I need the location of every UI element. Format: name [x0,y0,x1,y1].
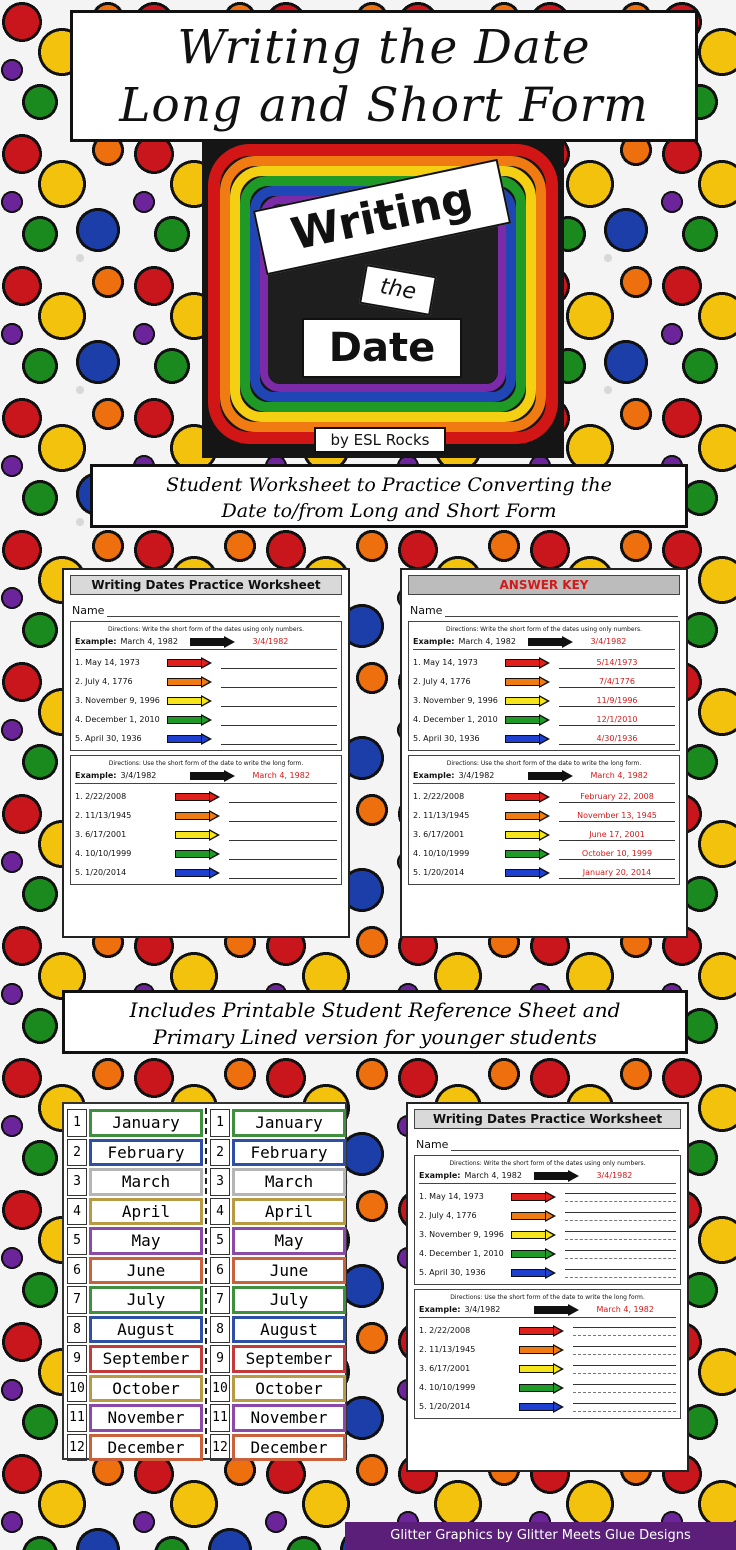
month-number: 9 [210,1345,230,1373]
question-row [75,787,337,806]
month-row [67,1403,203,1433]
month-name: November [89,1404,203,1432]
question-row [413,672,675,691]
example-2 [419,1302,676,1318]
arrow-icon [534,1304,580,1316]
month-row [67,1108,203,1138]
question-row [419,1244,676,1263]
answer-line [229,867,337,879]
month-row [210,1403,346,1433]
month-number: 3 [67,1168,87,1196]
example-answer: March 4, 1982 [252,771,310,780]
question-row [419,1378,676,1397]
month-row [210,1344,346,1374]
example-label: Example: [75,771,117,780]
section-short-to-long [408,755,680,885]
example-2 [413,768,675,784]
section-long-to-short [408,621,680,751]
question-row [75,672,337,691]
question: 3. 6/17/2001 [419,1364,471,1373]
example-1 [75,634,337,650]
month-row [67,1315,203,1345]
month-number: 9 [67,1345,87,1373]
product-logo [202,140,564,458]
answer: 11/9/1996 [559,695,675,707]
logo-byline: by ESL Rocks [314,427,446,453]
month-number: 12 [210,1434,230,1462]
month-name: May [232,1227,346,1255]
question-row [419,1321,676,1340]
question: 2. 11/13/1945 [413,811,470,820]
answer: June 17, 2001 [559,829,675,841]
red-arrow-icon [511,1191,557,1203]
answer-line [221,695,337,707]
directions-2: Directions: Use the short form of the date to write the long form. [450,1294,645,1301]
month-number: 10 [67,1375,87,1403]
month-row [210,1315,346,1345]
arrow-icon [190,636,236,648]
answer: February 22, 2008 [559,791,675,803]
question-row [75,844,337,863]
example-question: March 4, 1982 [120,637,178,646]
month-row [67,1226,203,1256]
primary-answer-line [565,1269,676,1278]
worksheet-title: Writing Dates Practice Worksheet [414,1109,681,1129]
month-number: 5 [67,1227,87,1255]
question: 2. 11/13/1945 [419,1345,476,1354]
question: 5. 1/20/2014 [75,868,127,877]
red-arrow-icon [167,657,213,669]
answer-line [221,714,337,726]
primary-answer-line [573,1346,676,1355]
question-row [413,653,675,672]
month-name: October [232,1375,346,1403]
month-name: July [232,1286,346,1314]
answer-line [229,810,337,822]
primary-answer-line [565,1231,676,1240]
answer: 5/14/1973 [559,657,675,669]
example-1 [419,1168,676,1184]
question-row [419,1187,676,1206]
logo-word-writing: Writing [253,159,511,276]
orange-arrow-icon [175,810,221,822]
subtitle-line-2: Date to/from Long and Short Form [221,500,557,522]
red-arrow-icon [505,791,551,803]
question: 1. 2/22/2008 [75,792,127,801]
question: 1. 2/22/2008 [413,792,465,801]
directions-2: Directions: Use the short form of the date to write the long form. [446,760,642,767]
question-row [419,1359,676,1378]
primary-answer-line [573,1327,676,1336]
question: 2. July 4, 1776 [413,677,471,686]
name-label: Name [416,1138,449,1151]
question-row [419,1397,676,1416]
month-number: 11 [210,1404,230,1432]
month-column-left [67,1108,203,1462]
logo-word-date: Date [302,318,462,378]
section-short-to-long [414,1289,681,1419]
green-arrow-icon [505,848,551,860]
includes-banner [62,990,688,1054]
question-row [75,863,337,882]
month-name: January [232,1109,346,1137]
month-row [67,1344,203,1374]
example-answer: March 4, 1982 [596,1305,654,1314]
worksheet-title: Writing Dates Practice Worksheet [70,575,342,595]
red-arrow-icon [175,791,221,803]
directions-2: Directions: Use the short form of the date to write the long form. [108,760,304,767]
name-line [107,605,340,617]
question: 3. 6/17/2001 [75,830,127,839]
question-row [75,729,337,748]
student-worksheet [62,568,350,938]
directions-1: Directions: Write the short form of the dates using only numbers. [107,626,305,633]
question-row [75,653,337,672]
name-label: Name [72,604,105,617]
month-name: February [232,1139,346,1167]
yellow-arrow-icon [505,695,551,707]
green-arrow-icon [505,714,551,726]
blue-arrow-icon [175,867,221,879]
month-row [67,1433,203,1463]
month-name: December [232,1434,346,1462]
question-row [75,710,337,729]
primary-answer-line [573,1403,676,1412]
month-name: October [89,1375,203,1403]
question-row [75,691,337,710]
question-row [75,825,337,844]
answer: 7/4/1776 [559,676,675,688]
question: 3. 6/17/2001 [413,830,465,839]
month-number: 7 [210,1286,230,1314]
orange-arrow-icon [511,1210,557,1222]
credit-footer: Glitter Graphics by Glitter Meets Glue Designs [345,1522,736,1550]
month-name: May [89,1227,203,1255]
question-row [419,1340,676,1359]
orange-arrow-icon [505,676,551,688]
question: 3. November 9, 1996 [75,696,160,705]
answer: 4/30/1936 [559,733,675,745]
question-row [413,787,675,806]
question: 2. July 4, 1776 [419,1211,477,1220]
primary-answer-line [565,1250,676,1259]
month-number: 1 [67,1109,87,1137]
question-row [75,806,337,825]
example-question: March 4, 1982 [464,1171,522,1180]
month-number: 10 [210,1375,230,1403]
primary-answer-line [565,1212,676,1221]
cut-line [205,1108,207,1454]
month-row [210,1374,346,1404]
month-name: April [232,1198,346,1226]
answer-line [229,848,337,860]
month-number: 2 [210,1139,230,1167]
month-name: August [89,1316,203,1344]
primary-answer-line [573,1365,676,1374]
question-row [413,691,675,710]
month-number: 8 [210,1316,230,1344]
example-answer: 3/4/1982 [590,637,627,646]
primary-lined-worksheet [406,1102,689,1472]
question-row [413,729,675,748]
question: 5. April 30, 1936 [75,734,142,743]
red-arrow-icon [505,657,551,669]
month-row [67,1138,203,1168]
question: 4. December 1, 2010 [413,715,498,724]
answer: October 10, 1999 [559,848,675,860]
blue-arrow-icon [511,1267,557,1279]
month-row [67,1197,203,1227]
orange-arrow-icon [167,676,213,688]
green-arrow-icon [519,1382,565,1394]
blue-arrow-icon [505,867,551,879]
month-name: April [89,1198,203,1226]
example-label: Example: [419,1171,461,1180]
month-number: 11 [67,1404,87,1432]
question-row [419,1263,676,1282]
section-long-to-short [70,621,342,751]
question-row [413,710,675,729]
question-row [413,844,675,863]
month-name: June [89,1257,203,1285]
red-arrow-icon [519,1325,565,1337]
section-short-to-long [70,755,342,885]
name-line [451,1139,679,1151]
month-number: 6 [67,1257,87,1285]
question: 3. November 9, 1996 [419,1230,504,1239]
example-label: Example: [413,771,455,780]
month-number: 4 [210,1198,230,1226]
arrow-icon [528,770,574,782]
yellow-arrow-icon [519,1363,565,1375]
question: 5. April 30, 1936 [419,1268,486,1277]
logo-word-the: the [359,264,437,316]
example-question: 3/4/1982 [464,1305,501,1314]
yellow-arrow-icon [505,829,551,841]
month-name: June [232,1257,346,1285]
question: 1. May 14, 1973 [419,1192,484,1201]
month-name: December [89,1434,203,1462]
title-banner [70,10,698,142]
name-line [445,605,678,617]
question-row [413,806,675,825]
question: 2. 11/13/1945 [75,811,132,820]
question-row [413,863,675,882]
question: 4. 10/10/1999 [75,849,132,858]
name-label: Name [410,604,443,617]
answer: November 13, 1945 [559,810,675,822]
directions-1: Directions: Write the short form of the dates using only numbers. [449,1160,646,1167]
answer-line [221,733,337,745]
arrow-icon [534,1170,580,1182]
question: 4. December 1, 2010 [75,715,160,724]
question: 3. November 9, 1996 [413,696,498,705]
example-1 [413,634,675,650]
yellow-arrow-icon [511,1229,557,1241]
example-2 [75,768,337,784]
example-question: March 4, 1982 [458,637,516,646]
question: 5. April 30, 1936 [413,734,480,743]
month-name: August [232,1316,346,1344]
month-number: 3 [210,1168,230,1196]
month-row [210,1226,346,1256]
month-name: July [89,1286,203,1314]
question: 1. May 14, 1973 [413,658,478,667]
month-row [67,1374,203,1404]
example-label: Example: [419,1305,461,1314]
example-label: Example: [413,637,455,646]
title-line-2: Long and Short Form [119,78,649,133]
question: 1. May 14, 1973 [75,658,140,667]
name-field [410,601,678,617]
month-number: 2 [67,1139,87,1167]
month-column-right [210,1108,346,1462]
question: 1. 2/22/2008 [419,1326,471,1335]
month-row [210,1256,346,1286]
month-reference-sheet [62,1102,347,1460]
green-arrow-icon [167,714,213,726]
question: 4. December 1, 2010 [419,1249,504,1258]
question-row [419,1225,676,1244]
month-number: 8 [67,1316,87,1344]
primary-answer-line [573,1384,676,1393]
example-answer: 3/4/1982 [252,637,289,646]
month-name: March [89,1168,203,1196]
arrow-icon [190,770,236,782]
answer-line [221,676,337,688]
arrow-icon [528,636,574,648]
question: 4. 10/10/1999 [413,849,470,858]
month-row [67,1167,203,1197]
answer: 12/1/2010 [559,714,675,726]
answer-key-title: ANSWER KEY [408,575,680,595]
question: 2. July 4, 1776 [75,677,133,686]
orange-arrow-icon [505,810,551,822]
month-number: 4 [67,1198,87,1226]
month-number: 6 [210,1257,230,1285]
answer-line [221,657,337,669]
month-row [67,1256,203,1286]
month-row [210,1138,346,1168]
example-label: Example: [75,637,117,646]
month-row [210,1433,346,1463]
yellow-arrow-icon [175,829,221,841]
month-name: January [89,1109,203,1137]
question-row [419,1206,676,1225]
blue-arrow-icon [519,1401,565,1413]
green-arrow-icon [175,848,221,860]
answer-line [229,829,337,841]
month-row [210,1167,346,1197]
question: 5. 1/20/2014 [419,1402,471,1411]
example-answer: 3/4/1982 [596,1171,633,1180]
month-name: February [89,1139,203,1167]
question: 5. 1/20/2014 [413,868,465,877]
month-row [210,1197,346,1227]
yellow-arrow-icon [167,695,213,707]
example-question: 3/4/1982 [458,771,495,780]
month-name: September [89,1345,203,1373]
answer-line [229,791,337,803]
subtitle-banner [90,464,688,528]
month-number: 7 [67,1286,87,1314]
name-field [72,601,340,617]
month-number: 12 [67,1434,87,1462]
includes-line-2: Primary Lined version for younger students [153,1025,597,1049]
includes-line-1: Includes Printable Student Reference Sheet and [129,998,621,1022]
question: 4. 10/10/1999 [419,1383,476,1392]
question-row [413,825,675,844]
title-line-1: Writing the Date [177,20,591,75]
green-arrow-icon [511,1248,557,1260]
month-name: September [232,1345,346,1373]
section-long-to-short [414,1155,681,1285]
name-field [416,1135,679,1151]
month-name: March [232,1168,346,1196]
subtitle-line-1: Student Worksheet to Practice Converting the [166,474,612,496]
orange-arrow-icon [519,1344,565,1356]
answer-key-worksheet [400,568,688,938]
blue-arrow-icon [167,733,213,745]
example-question: 3/4/1982 [120,771,157,780]
month-number: 1 [210,1109,230,1137]
month-number: 5 [210,1227,230,1255]
month-row [67,1285,203,1315]
blue-arrow-icon [505,733,551,745]
month-row [210,1108,346,1138]
answer: January 20, 2014 [559,867,675,879]
primary-answer-line [565,1193,676,1202]
example-answer: March 4, 1982 [590,771,648,780]
month-row [210,1285,346,1315]
directions-1: Directions: Write the short form of the dates using only numbers. [445,626,643,633]
month-name: November [232,1404,346,1432]
